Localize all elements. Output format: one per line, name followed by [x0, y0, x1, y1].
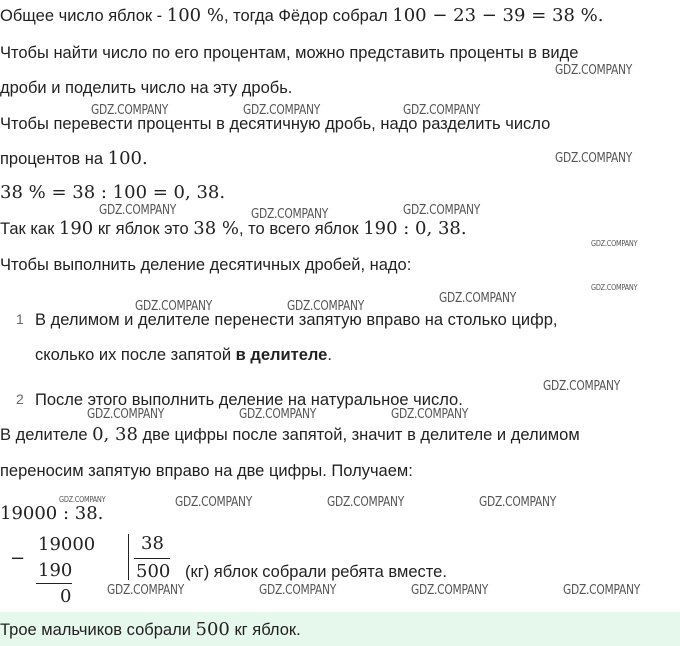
watermark: GDZ.COMPANY [543, 379, 621, 394]
watermark: GDZ.COMPANY [287, 299, 365, 314]
dividend: 19000 [38, 534, 96, 555]
text-line [0, 218, 467, 240]
watermark: GDZ.COMPANY [563, 583, 641, 598]
watermark: GDZ.COMPANY [555, 63, 633, 78]
watermark: GDZ.COMPANY [327, 495, 405, 510]
text: . [327, 346, 332, 364]
watermark: GDZ.COMPANY [439, 291, 517, 306]
text: Общее число яблок - [0, 7, 167, 25]
math-line: 38 % = 38 : 100 = 0, 38. [0, 182, 226, 203]
math: 0, 38 [92, 424, 138, 445]
watermark: GDZ.COMPANY [403, 103, 481, 118]
text-line [0, 424, 580, 446]
text-line: Чтобы найти число по его процентам, можно представить проценты в виде [0, 44, 579, 62]
watermark: GDZ.COMPANY [411, 583, 489, 598]
text: Трое мальчиков собрали [0, 621, 196, 639]
watermark: GDZ.COMPANY [479, 495, 557, 510]
math: 500 [195, 619, 230, 640]
text: сколько их после запятой [35, 346, 236, 364]
quotient: 500 [136, 561, 171, 582]
math: 100 % [166, 5, 224, 26]
text-line: Чтобы выполнить деление десятичных дробей, надо: [0, 256, 412, 274]
watermark: GDZ.COMPANY [555, 151, 633, 166]
subtrahend: 190 [38, 560, 73, 581]
text: кг яблок это [93, 220, 194, 238]
watermark: GDZ.COMPANY [59, 495, 106, 504]
list-number: 1 [16, 311, 24, 327]
watermark: GDZ.COMPANY [99, 203, 177, 218]
watermark: GDZ.COMPANY [135, 299, 213, 314]
text: две цифры после запятой, значит в делителе и делимом [137, 426, 580, 444]
list-number: 2 [16, 391, 24, 407]
watermark: GDZ.COMPANY [591, 239, 638, 248]
division-caption: (кг) яблок собрали ребята вместе. [185, 563, 447, 581]
watermark: GDZ.COMPANY [243, 103, 321, 118]
list-item-continued [35, 344, 332, 366]
watermark: GDZ.COMPANY [391, 407, 469, 422]
text: , то всего яблок [239, 220, 364, 238]
minus-sign: − [10, 548, 26, 569]
watermark: GDZ.COMPANY [239, 407, 317, 422]
text: В делителе [0, 426, 93, 444]
text-line: переносим запятую вправо на две цифры. Получаем: [0, 462, 413, 480]
math-line: 19000 : 38. [0, 503, 104, 524]
math: 38 % [193, 218, 240, 239]
text-line [0, 5, 603, 27]
text-line [0, 148, 148, 170]
text: процентов на [0, 150, 108, 168]
watermark: GDZ.COMPANY [403, 203, 481, 218]
text: кг яблок. [229, 621, 301, 639]
math: 100. [107, 148, 148, 169]
division-bar-vertical [128, 534, 129, 580]
list-item: В делимом и делителе перенести запятую вправо на столько цифр, [35, 311, 558, 329]
math: 190 [58, 218, 94, 239]
subtract-line [36, 583, 72, 584]
text-line: дроби и поделить число на эту дробь. [0, 79, 293, 97]
watermark: GDZ.COMPANY [251, 207, 329, 222]
answer-box [0, 612, 680, 646]
watermark: GDZ.COMPANY [87, 407, 165, 422]
divisor: 38 [141, 533, 164, 554]
division-bar-horizontal [134, 558, 170, 559]
watermark: GDZ.COMPANY [259, 583, 337, 598]
watermark: GDZ.COMPANY [91, 103, 169, 118]
text: Так как [0, 220, 59, 238]
math: 100 − 23 − 39 = 38 %. [392, 5, 604, 26]
watermark: GDZ.COMPANY [591, 283, 638, 292]
list-item: После этого выполнить деление на натуральное число. [35, 391, 463, 409]
watermark: GDZ.COMPANY [175, 495, 253, 510]
text-line: Чтобы перевести проценты в десятичную дробь, надо разделить число [0, 115, 551, 133]
remainder: 0 [60, 586, 72, 607]
math: 190 : 0, 38. [363, 218, 467, 239]
text: , тогда Фёдор собрал [223, 7, 393, 25]
answer-text [0, 619, 301, 641]
bold-text: в делителе [235, 346, 328, 364]
watermark: GDZ.COMPANY [107, 583, 185, 598]
